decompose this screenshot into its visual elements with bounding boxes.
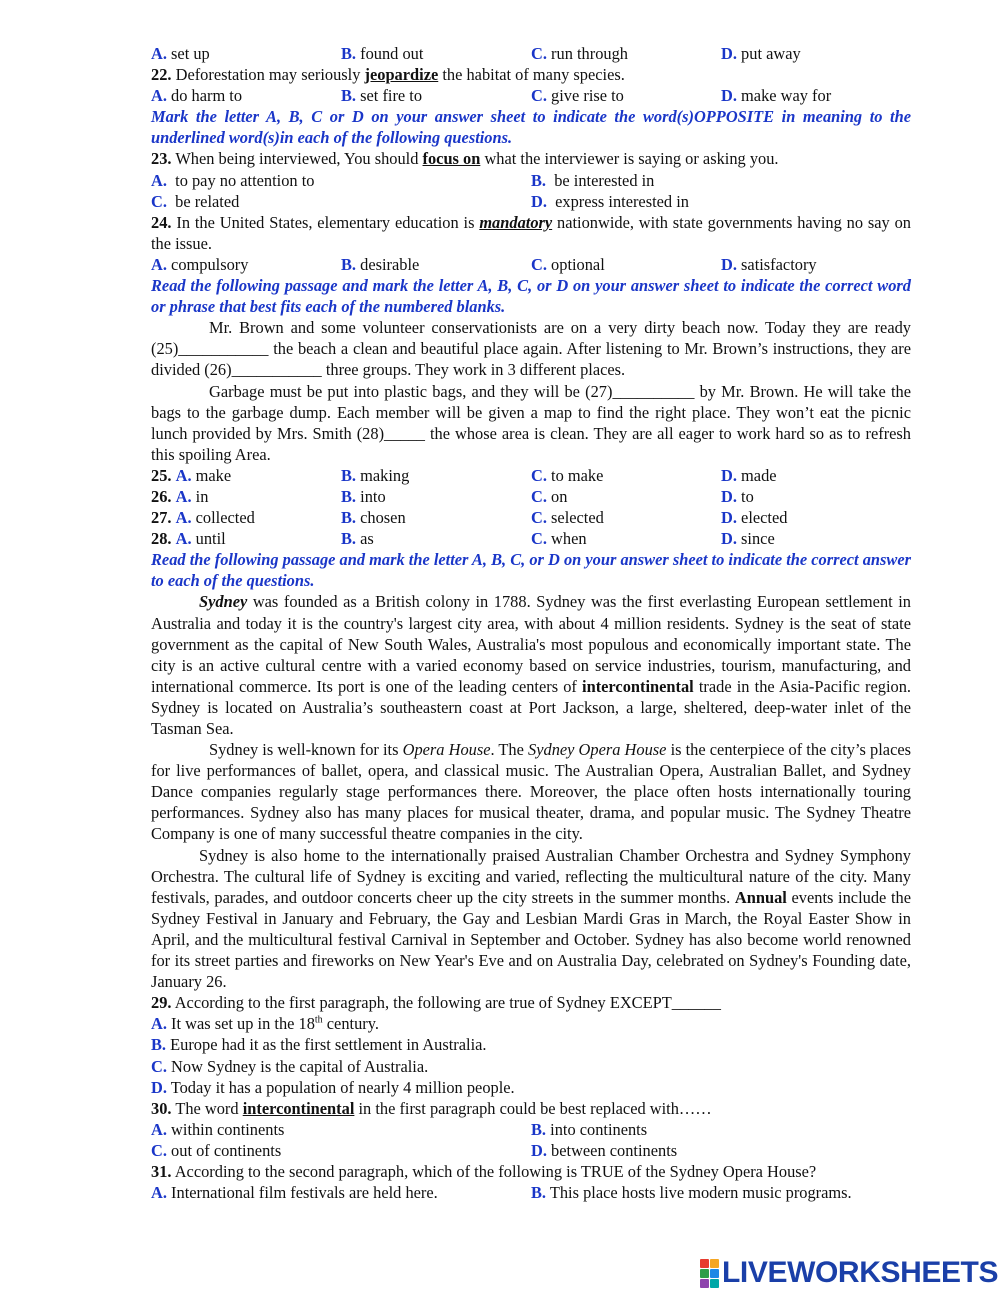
q27-option-a[interactable]: 27. A. collected <box>151 508 255 528</box>
liveworksheets-logo[interactable] <box>700 1256 998 1290</box>
q28-option-b[interactable]: B. as <box>341 529 374 549</box>
q27-option-b[interactable]: B. chosen <box>341 508 406 528</box>
q30-stem: 30. The word intercontinental in the first paragraph could be best replaced with…… <box>151 1098 712 1118</box>
logo-square <box>710 1279 719 1288</box>
q31-stem: 31. According to the second paragraph, which of the following is TRUE of the Sydney Opera House? <box>151 1161 817 1181</box>
q29-option-a[interactable]: A. It was set up in the 18th century. <box>151 1014 379 1034</box>
q21-option-c[interactable]: C. run through <box>531 44 628 63</box>
q30-option-c[interactable]: C. out of continents <box>151 1140 282 1160</box>
q22-option-d[interactable]: D. make way for <box>721 86 832 106</box>
q24-option-a[interactable]: A. compulsory <box>151 254 249 274</box>
q22-stem: 22. Deforestation may seriously jeopardize the habitat of many species. <box>151 65 625 85</box>
q28-option-d[interactable]: D. since <box>721 529 775 549</box>
q26-option-d[interactable]: D. to <box>721 486 754 506</box>
logo-square <box>710 1269 719 1278</box>
q29-option-d[interactable]: D. Today it has a population of nearly 4 million people. <box>151 1077 515 1097</box>
q23-options-cd <box>151 191 911 212</box>
logo-square <box>710 1259 719 1268</box>
q30-options-cd <box>151 1140 911 1161</box>
q25-option-b[interactable]: B. making <box>341 465 410 485</box>
q29-stem: 29. According to the first paragraph, the following are true of Sydney EXCEPT______ <box>151 993 721 1013</box>
q24-stem: 24. In the United States, elementary education is mandatory nationwide, with state governments having no say on the issue. <box>151 212 911 253</box>
logo-square <box>700 1279 709 1288</box>
reading-paragraph-2: Sydney is well-known for its Opera House. The Sydney Opera House is the centerpiece of the city’s places for live performances of ballet, opera, and classical music. The Australian Opera, Australian Ballet, and Sydney Dance companies regularly stage performances there. Moreover, the place often hosts internationally touring performances. Sydney also has many places for musical theater, drama, and popular music. The Sydney Theatre Company is one of many successful theatre companies in the city. <box>151 740 911 844</box>
logo-text: LIVEWORKSHEETS <box>722 1256 999 1289</box>
reading-paragraph-1: Sydney was founded as a British colony in 1788. Sydney was the first everlasting European settlement in Australia and today it is the country's largest city area, with about 4 million residents. Sydney is the seat of state government as the capital of New South Wales, Australia's most populous and economically important state. The city is an active cultural centre with a varied economy based on service industries, tourism, manufacturing, and international commerce. Its port is one of the leading centers of intercontinental trade in the Asia-Pacific region. Sydney is located on Australia’s southeastern coast at Port Jackson, a large, sheltered, deep-water inlet of the Tasman Sea. <box>151 592 912 738</box>
logo-square <box>700 1259 709 1268</box>
q29-option-c[interactable]: C. Now Sydney is the capital of Australia. <box>151 1056 429 1076</box>
q23-stem: 23. When being interviewed, You should focus on what the interviewer is saying or asking you. <box>151 149 779 169</box>
q30-option-b[interactable]: B. into continents <box>531 1119 648 1139</box>
q24-option-c[interactable]: C. optional <box>531 254 605 274</box>
q30-options-ab <box>151 1119 911 1140</box>
cloze-paragraph-1: Mr. Brown and some volunteer conservationists are on a very dirty beach now. Today they are ready (25)___________ the beach a clean and beautiful place again. After listening to Mr. Brown’s instructions, they are divided (26)___________ three groups. They work in 3 different places. <box>151 318 911 380</box>
q28-options <box>151 528 911 549</box>
worksheet-page <box>151 43 911 1203</box>
q22-option-c[interactable]: C. give rise to <box>531 86 624 106</box>
q23-option-c[interactable]: C. be related <box>151 191 240 211</box>
q31-option-b[interactable]: B. This place hosts live modern music programs. <box>531 1183 852 1203</box>
q27-options <box>151 507 911 528</box>
q26-option-a[interactable]: 26. A. in <box>151 486 209 506</box>
q24-option-d[interactable]: D. satisfactory <box>721 254 817 274</box>
q28-option-c[interactable]: C. when <box>531 529 587 549</box>
q24-option-b[interactable]: B. desirable <box>341 254 420 274</box>
q21-option-d[interactable]: D. put away <box>721 44 801 63</box>
q25-options <box>151 465 911 486</box>
logo-square <box>700 1269 709 1278</box>
q21-option-b[interactable]: B. found out <box>341 44 424 63</box>
q21-option-a[interactable]: A. set up <box>151 44 210 63</box>
q21-options <box>151 43 911 64</box>
q31-options-ab <box>151 1182 911 1203</box>
liveworksheets-mark-icon <box>700 1259 719 1288</box>
q22-option-a[interactable]: A. do harm to <box>151 86 243 106</box>
q30-option-a[interactable]: A. within continents <box>151 1119 285 1139</box>
q23-options-ab <box>151 170 911 191</box>
q25-option-d[interactable]: D. made <box>721 465 777 485</box>
q30-option-d[interactable]: D. between continents <box>531 1140 678 1160</box>
instruction-opposite: Mark the letter A, B, C or D on your answer sheet to indicate the word(s)OPPOSITE in meaning to the underlined word(s)in each of the following questions. <box>151 107 911 148</box>
instruction-cloze: Read the following passage and mark the letter A, B, C, or D on your answer sheet to indicate the correct word or phrase that best fits each of the numbered blanks. <box>151 276 911 317</box>
q23-option-a[interactable]: A. to pay no attention to <box>151 170 315 190</box>
reading-paragraph-3: Sydney is also home to the internationally praised Australian Chamber Orchestra and Sydney Symphony Orchestra. The cultural life of Sydney is exciting and varied, reflecting the multicultural nature of the city. Many festivals, parades, and outdoor concerts cheer up the city streets in the summer months. Annual events include the Sydney Festival in January and February, the Gay and Lesbian Mardi Gras in March, the Royal Easter Show in April, and the multicultural festival Carnival in September and October. Sydney has also become world renowned for its street parties and fireworks on New Year's Eve and on Australia Day, celebrated on Sydney's Founding date, January 26. <box>151 845 911 992</box>
q22-option-b[interactable]: B. set fire to <box>341 86 423 106</box>
q23-option-b[interactable]: B. be interested in <box>531 170 655 190</box>
cloze-paragraph-2: Garbage must be put into plastic bags, and they will be (27)__________ by Mr. Brown. He will take the bags to the garbage dump. Each member will be given a map to find the right place. They won’t eat the picnic lunch provided by Mrs. Smith (28)_____ the whose area is clean. They are all eager to work hard so as to refresh this spoiling Area. <box>151 381 911 464</box>
q28-option-a[interactable]: 28. A. until <box>151 529 226 549</box>
q22-options <box>151 85 911 106</box>
instruction-reading: Read the following passage and mark the letter A, B, C, or D on your answer sheet to indicate the correct answer to each of the questions. <box>151 550 911 591</box>
q29-option-b[interactable]: B. Europe had it as the first settlement in Australia. <box>151 1035 487 1055</box>
q23-option-d[interactable]: D. express interested in <box>531 191 689 211</box>
q27-option-c[interactable]: C. selected <box>531 508 604 528</box>
q26-option-c[interactable]: C. on <box>531 486 568 506</box>
q25-option-a[interactable]: 25. A. make <box>151 465 232 485</box>
q24-options <box>151 254 911 275</box>
q31-option-a[interactable]: A. International film festivals are held here. <box>151 1183 438 1203</box>
q27-option-d[interactable]: D. elected <box>721 508 788 528</box>
q26-option-b[interactable]: B. into <box>341 486 386 506</box>
q26-options <box>151 486 911 507</box>
q25-option-c[interactable]: C. to make <box>531 465 604 485</box>
